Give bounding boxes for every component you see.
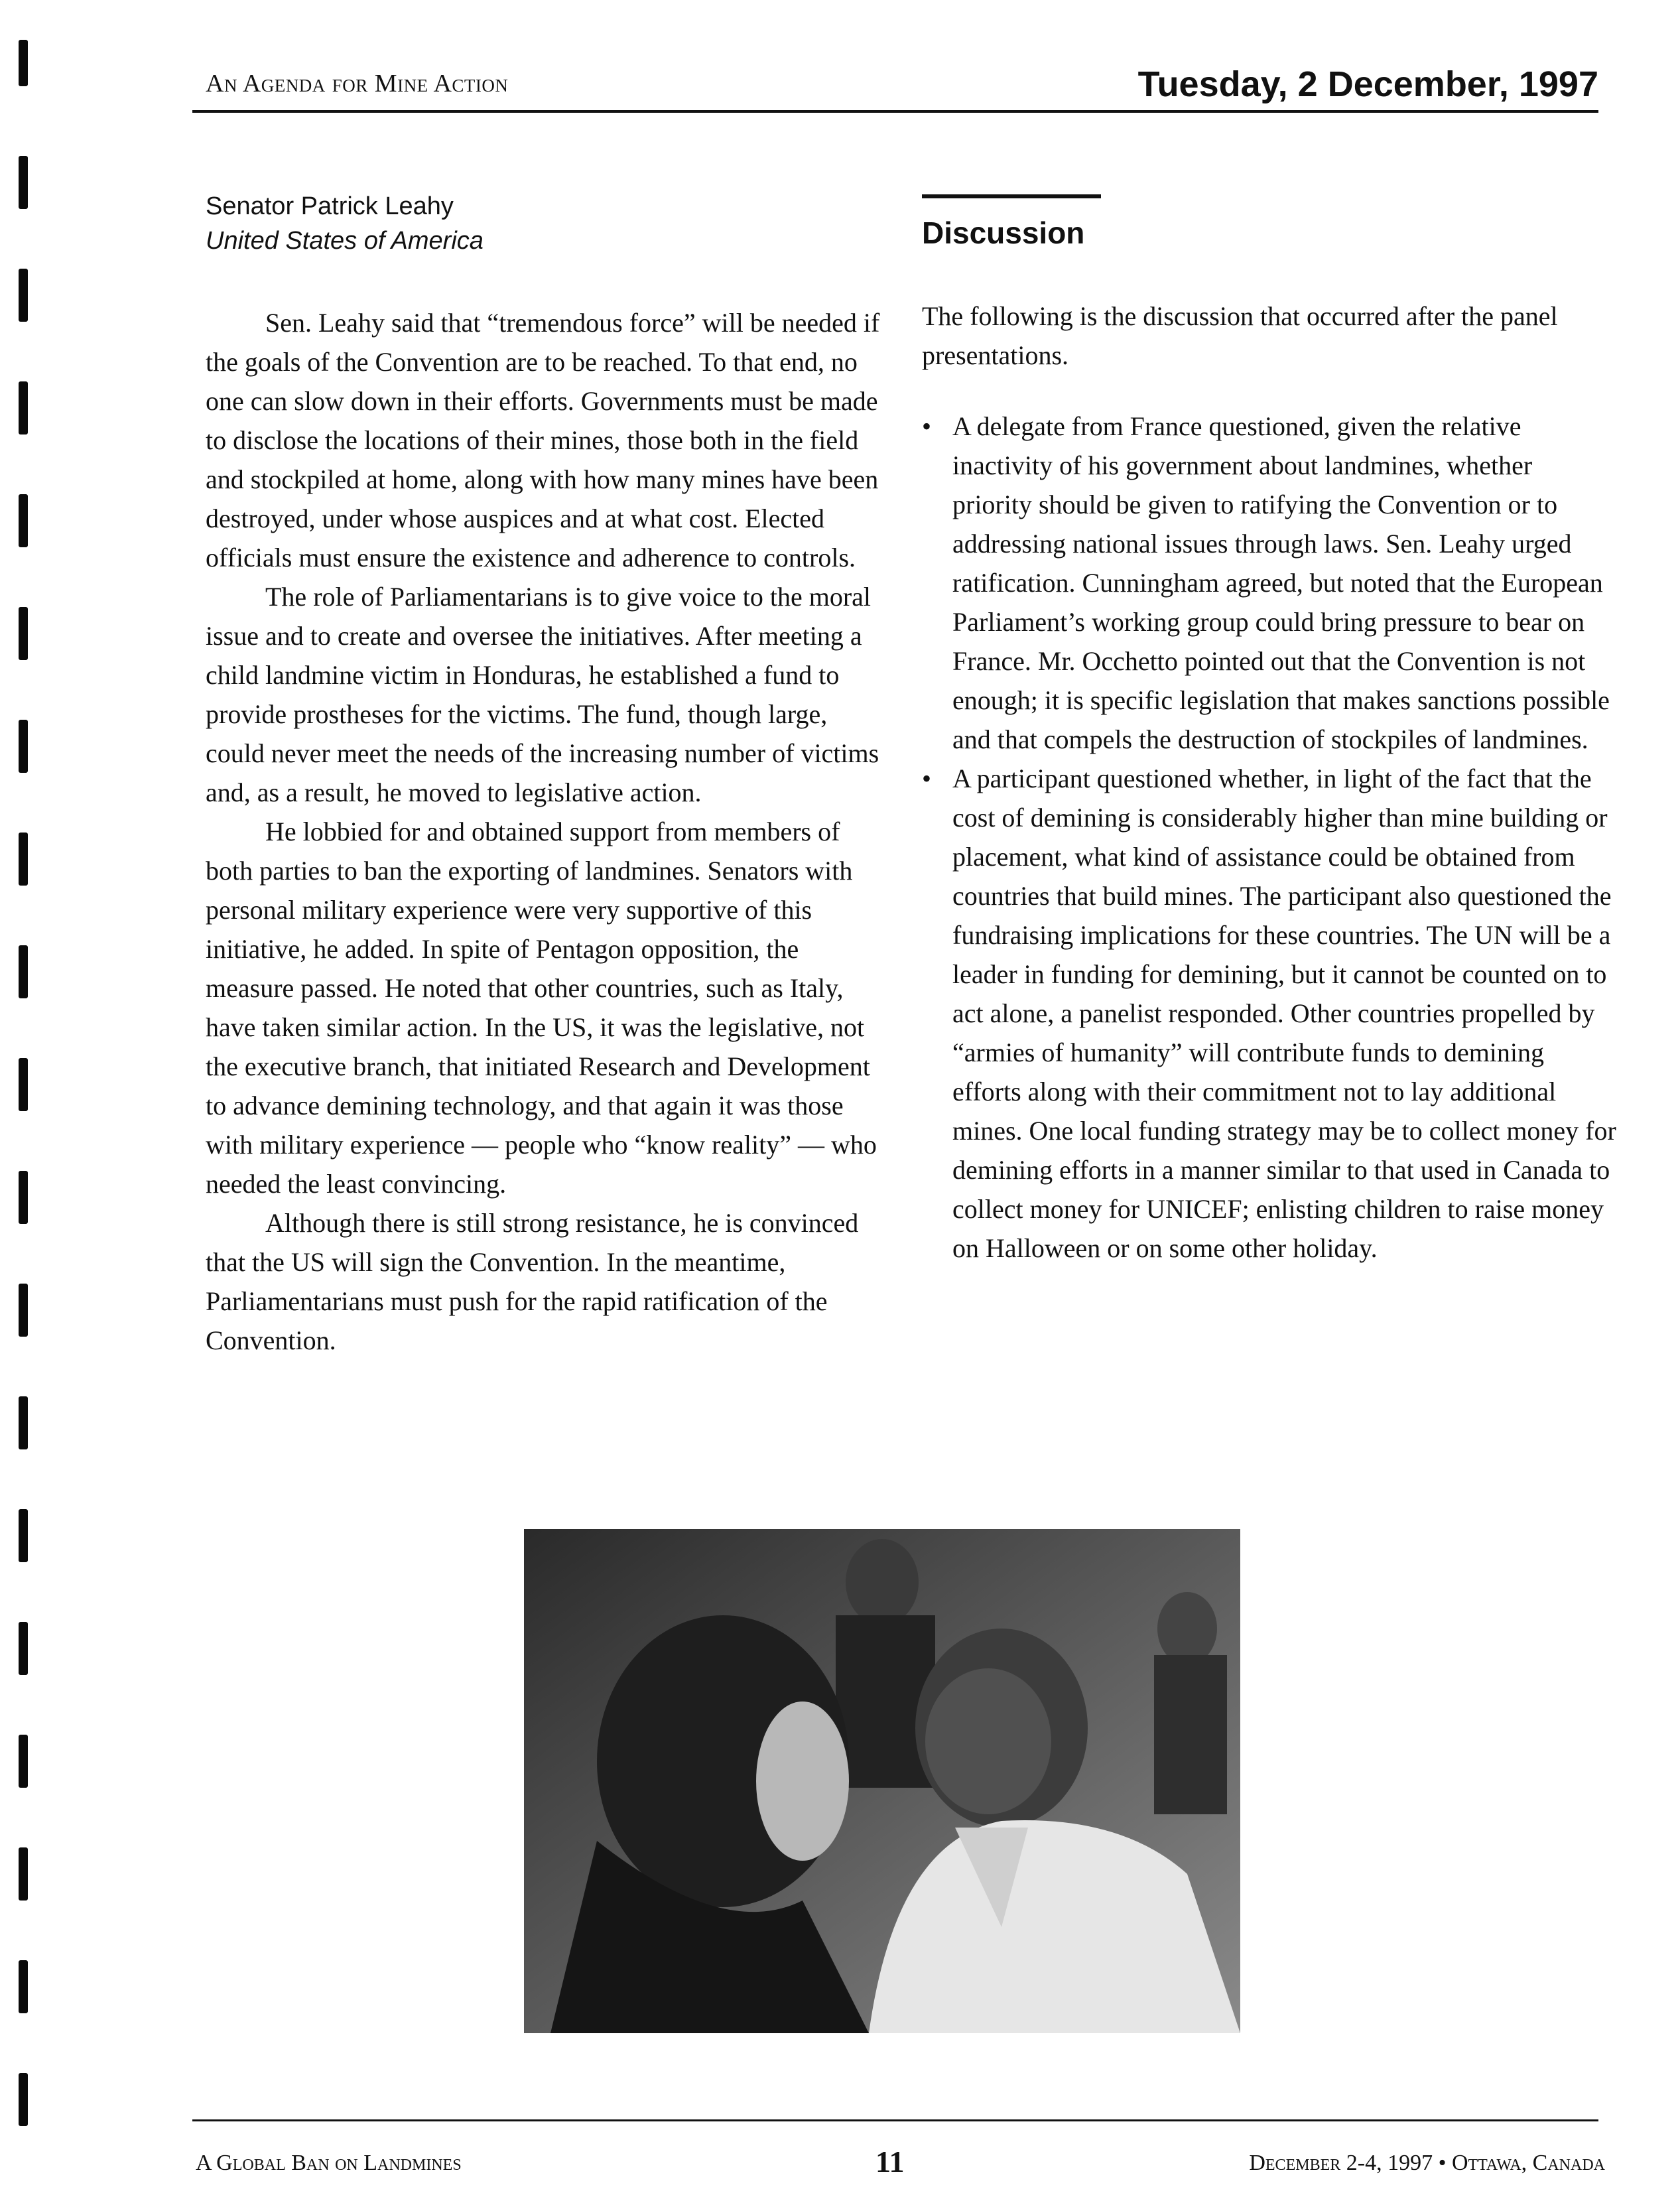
binder-mark	[19, 833, 28, 886]
binder-mark	[19, 40, 28, 86]
page-number: 11	[875, 2145, 905, 2178]
paragraph: The role of Parliamentarians is to give voice to the moral issue and to create and oversee the initiatives. After meeting a child landmine victim in Honduras, he established a fund to provide prostheses for the victims. The fund, though large, could never meet the needs of the increasing number of victims and, as a result, he moved to legislative action.	[206, 582, 879, 807]
binder-mark	[19, 607, 28, 660]
paragraph: He lobbied for and obtained support from members of both parties to ban the exporting of landmines. Senators with personal military experience were very supportive of this initiative, he added. In spite of Pentagon opposition, the measure passed. He noted that other countries, such as Italy, have taken similar action. In the US, it was the legislative, not the executive branch, that initiated Research and Development to advance demining technology, and that again it was those with military experience — people who “know reality” — who needed the least convincing.	[206, 817, 877, 1199]
footer-rule	[192, 2119, 1598, 2121]
event-photo	[524, 1529, 1240, 2033]
binder-mark	[19, 2073, 28, 2126]
section-rule	[922, 194, 1101, 198]
section-title: Discussion	[922, 216, 1085, 250]
header-date: Tuesday, 2 December, 1997	[1137, 64, 1598, 104]
list-item	[922, 759, 1618, 1268]
binder-mark	[19, 1735, 28, 1788]
binder-mark	[19, 1847, 28, 1901]
page-header	[206, 53, 1598, 113]
left-column	[206, 189, 889, 1360]
binder-mark	[19, 381, 28, 434]
bullet-icon: •	[922, 411, 932, 441]
binder-mark	[19, 156, 28, 209]
binder-mark	[19, 269, 28, 322]
binder-mark	[19, 1960, 28, 2013]
running-title: An Agenda for Mine Action	[206, 70, 509, 98]
photo-illustration	[524, 1529, 1240, 2033]
binder-mark	[19, 1622, 28, 1675]
footer-publication: A Global Ban on Landmines	[196, 2151, 462, 2175]
binder-mark	[19, 494, 28, 547]
binder-marks	[0, 0, 40, 2203]
binder-mark	[19, 1171, 28, 1224]
list-item-text: A participant questioned whether, in light of the fact that the cost of demining is considerably higher than mine building or placement, what kind of assistance could be obtained from countries that build mines. The participant also questioned the fundraising implications for these countries. The UN will be a leader in funding for demining, but it cannot be counted on to act alone, a panelist responded. Other countries propelled by “armies of humanity” will contribute funds to demining efforts along with their commitment not to lay additional mines. One local funding strategy may be to collect money for demining efforts in a manner similar to that used in Canada to collect money for UNICEF; enlisting children to raise money on Halloween or on some other holiday.	[952, 764, 1616, 1263]
binder-mark	[19, 720, 28, 773]
speaker-country: United States of America	[206, 227, 484, 255]
list-item-text: A delegate from France questioned, given the relative inactivity of his government about landmines, whether priority should be given to ratifying the Convention or to addressing national issues through laws. Sen. Leahy urged ratification. Cunningham agreed, but noted that the European Parliament’s working group could bring pressure to bear on France. Mr. Occhetto pointed out that the Convention is not enough; it is specific legislation that makes sanctions possible and that compels the destruction of stockpiles of landmines.	[952, 411, 1610, 754]
bullet-icon: •	[922, 764, 932, 793]
paragraph: Sen. Leahy said that “tremendous force” will be needed if the goals of the Convention are to be reached. To that end, no one can slow down in their efforts. Governments must be made to disclose the locations of their mines, those both in the field and stockpiled at home, along with how many mines have been destroyed, under whose auspices and at what cost. Elected officials must ensure the existence and adherence to controls.	[206, 308, 880, 572]
speaker-name: Senator Patrick Leahy	[206, 192, 454, 220]
list-item	[922, 407, 1618, 759]
discussion-list	[922, 407, 1618, 1268]
discussion-intro: The following is the discussion that occurred after the panel presentations.	[922, 301, 1558, 370]
binder-mark	[19, 1396, 28, 1449]
speaker-summary	[206, 303, 889, 1360]
header-rule	[192, 110, 1598, 113]
footer-event-info: December 2-4, 1997 • Ottawa, Canada	[1249, 2151, 1605, 2175]
right-column	[922, 189, 1618, 1268]
binder-mark	[19, 1509, 28, 1562]
binder-mark	[19, 945, 28, 998]
binder-mark	[19, 1058, 28, 1111]
binder-mark	[19, 1284, 28, 1337]
paragraph: Although there is still strong resistance, he is convinced that the US will sign the Convention. In the meantime, Parliamentarians must push for the rapid ratification of the Convention.	[206, 1208, 859, 1355]
